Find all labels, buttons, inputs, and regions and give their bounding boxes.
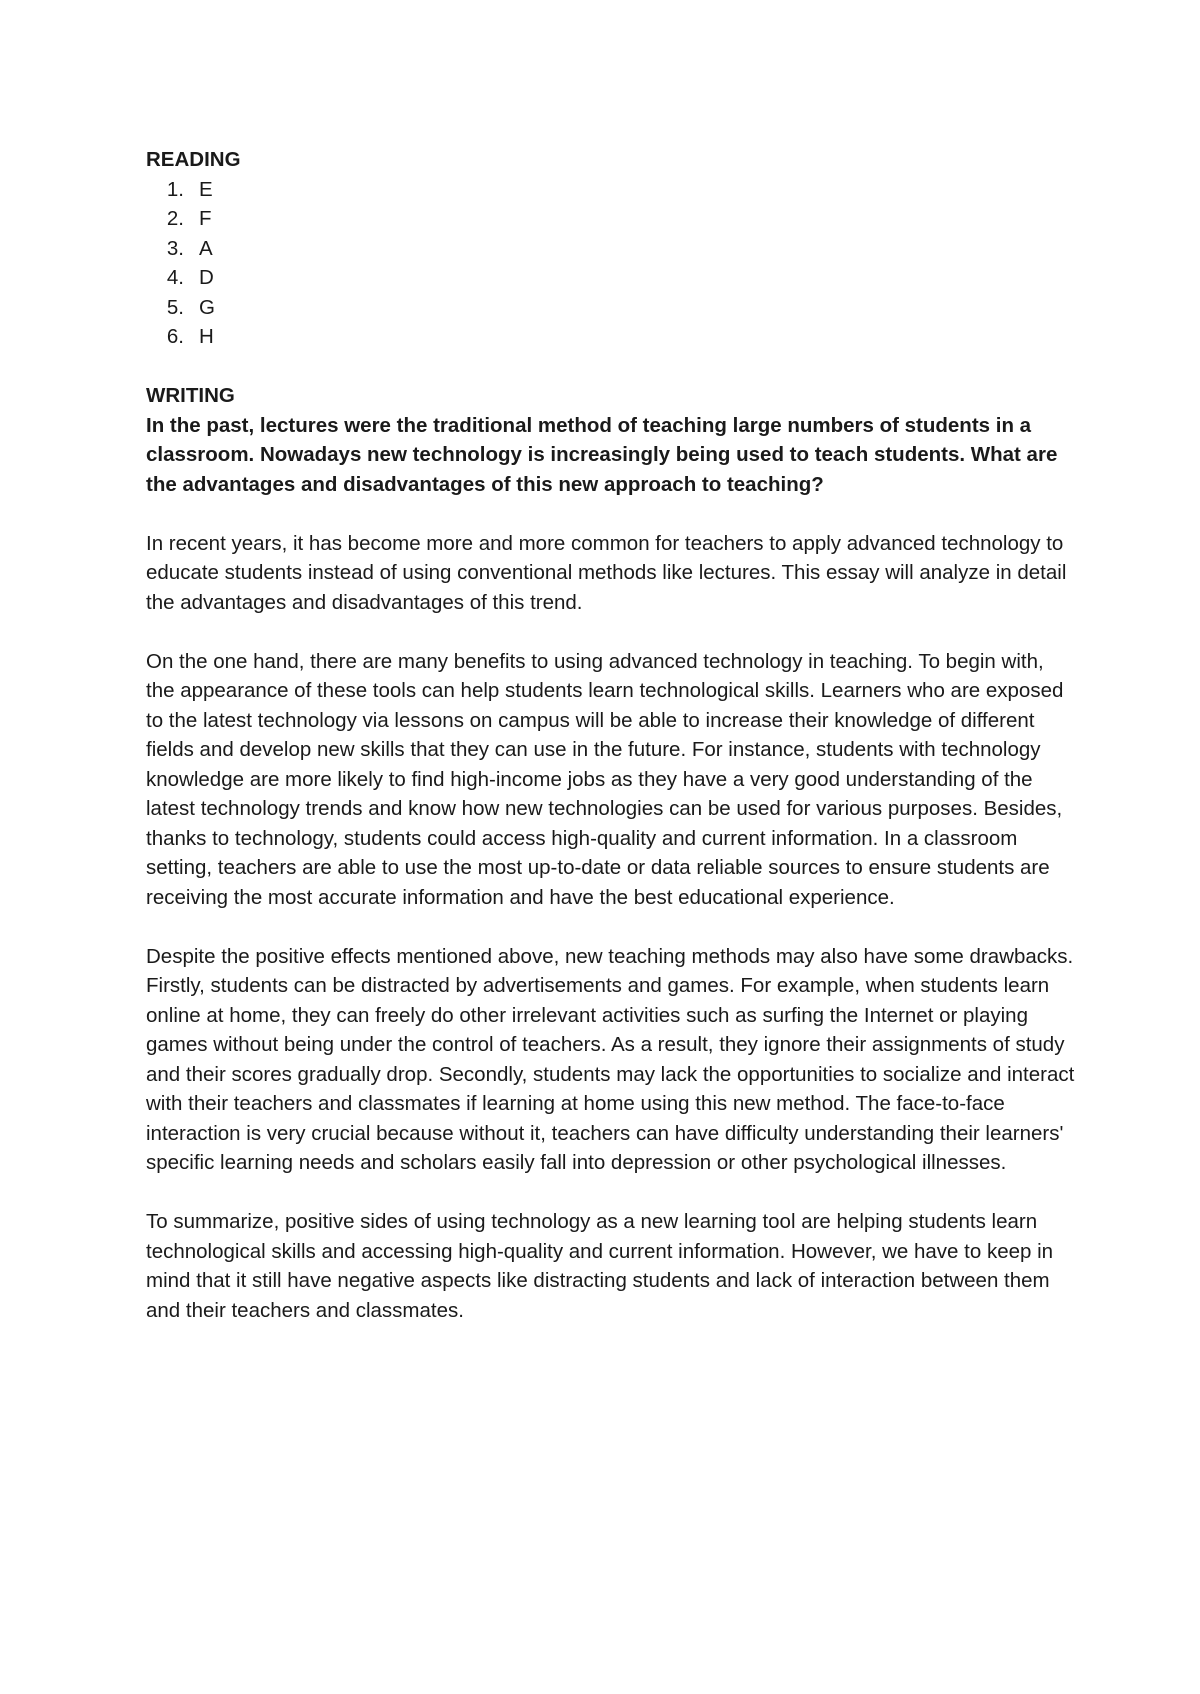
answer-letter: E xyxy=(199,177,213,201)
list-item xyxy=(146,175,1076,205)
essay-disadvantages-paragraph: Despite the positive effects mentioned above, new teaching methods may also have some drawbacks. Firstly, students can be distracted by advertisements and games. For example, when students learn online at home, they can freely do other irrelevant activities such as surfing the Internet or playing games without being under the control of teachers. As a result, they ignore their assignments of study and their scores gradually drop. Secondly, students may lack the opportunities to socialize and interact with their teachers and classmates if learning at home using this new method. The face-to-face interaction is very crucial because without it, teachers can have difficulty understanding their learners' specific learning needs and scholars easily fall into depression or other psychological illnesses. xyxy=(146,944,1075,1174)
document-page xyxy=(146,145,1076,1355)
answer-number: 1. xyxy=(166,177,184,201)
answer-letter: G xyxy=(199,295,215,319)
writing-heading: WRITING xyxy=(146,384,235,407)
essay-advantages-paragraph: On the one hand, there are many benefits to using advanced technology in teaching. To begin with, the appearance of these tools can help students learn technological skills. Learners who are exposed to the latest technology via lessons on campus will be able to increase their knowledge of different fields and develop new skills that they can use in the future. For instance, students with technology knowledge are more likely to find high-income jobs as they have a very good understanding of the latest technology trends and know how new technologies can be used for various purposes. Besides, thanks to technology, students could access high-quality and current information. In a classroom setting, teachers are able to use the most up-to-date or data reliable sources to ensure students are receiving the most accurate information and have the best educational experience. xyxy=(146,649,1064,909)
answer-number: 2. xyxy=(166,207,184,230)
writing-prompt: In the past, lectures were the traditional method of teaching large numbers of students in a classroom. Nowadays new technology is increasingly being used to teach students. What are the advantages and disadvantages of this new approach to teaching? xyxy=(146,413,1058,496)
answer-letter: H xyxy=(199,325,214,348)
answer-number: 5. xyxy=(166,295,184,319)
essay-conclusion: To summarize, positive sides of using technology as a new learning tool are helping students learn technological skills and accessing high-quality and current information. However, we have to keep in mind that it still have negative aspects like distracting students and lack of interaction between them and their teachers and classmates. xyxy=(146,1210,1054,1322)
answer-number: 6. xyxy=(166,325,184,348)
list-item xyxy=(146,263,1076,293)
answer-letter: A xyxy=(199,236,213,260)
essay-introduction: In recent years, it has become more and more common for teachers to apply advanced technology to educate students instead of using conventional methods like lectures. This essay will analyze in detail the advantages and disadvantages of this trend. xyxy=(146,531,1067,614)
list-item xyxy=(146,293,1076,323)
list-item xyxy=(146,234,1076,264)
list-item xyxy=(146,204,1076,234)
answer-number: 4. xyxy=(166,266,184,289)
reading-answer-list xyxy=(146,175,1076,352)
list-item xyxy=(146,322,1076,352)
reading-heading: READING xyxy=(146,148,241,171)
answer-letter: F xyxy=(199,207,212,230)
answer-number: 3. xyxy=(166,236,184,260)
answer-letter: D xyxy=(199,266,214,289)
